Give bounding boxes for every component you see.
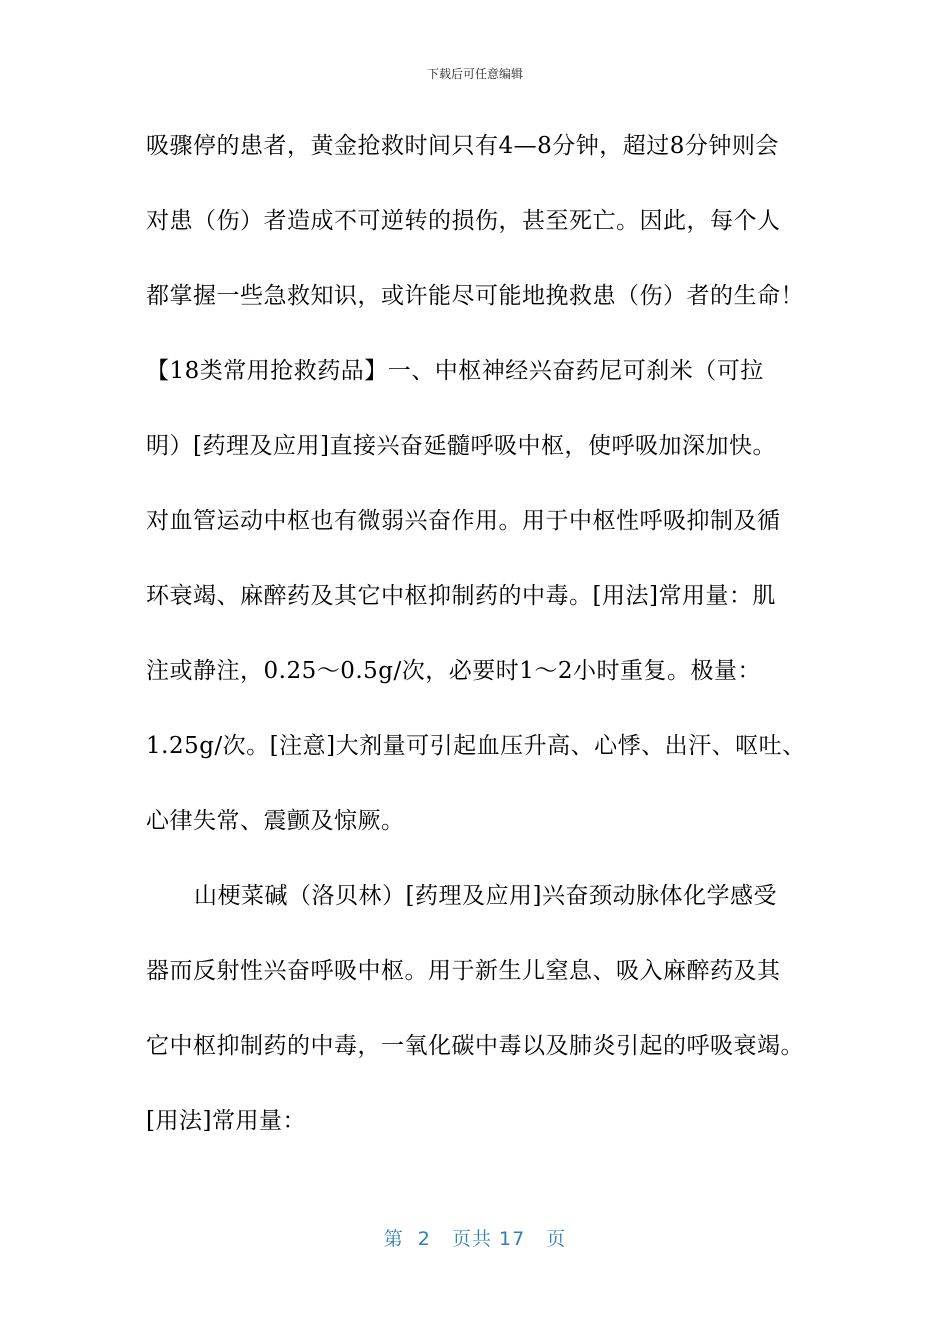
text-line: 吸骤停的患者，黄金抢救时间只有4—8分钟，超过8分钟则会 — [146, 133, 779, 159]
page-number-footer: 第 2 页共 17 页 — [383, 1228, 567, 1250]
text-line-indented: 山梗菜碱（洛贝林）[药理及应用]兴奋颈动脉体化学感受 — [194, 883, 777, 909]
document-body — [146, 126, 826, 1176]
page-header-note: 下载后可任意编辑 — [426, 67, 523, 81]
text-line: 它中枢抑制药的中毒，一氧化碳中毒以及肺炎引起的呼吸衰竭。 — [146, 1033, 804, 1059]
text-line: 【18类常用抢救药品】一、中枢神经兴奋药尼可刹米（可拉 — [146, 358, 764, 384]
text-line: 对血管运动中枢也有微弱兴奋作用。用于中枢性呼吸抑制及循 — [146, 508, 781, 534]
text-line: 1.25g/次。[注意]大剂量可引起血压升高、心悸、出汗、呕吐、 — [146, 733, 806, 759]
text-line: 心律失常、震颤及惊厥。 — [146, 808, 405, 834]
text-line: 环衰竭、麻醉药及其它中枢抑制药的中毒。[用法]常用量：肌 — [146, 583, 776, 609]
text-line: 注或静注，0.25～0.5g/次，必要时1～2小时重复。极量： — [146, 658, 762, 684]
text-line: 都掌握一些急救知识，或许能尽可能地挽救患（伤）者的生命！ — [146, 283, 804, 309]
text-line: 器而反射性兴奋呼吸中枢。用于新生儿窒息、吸入麻醉药及其 — [146, 958, 781, 984]
text-line: [用法]常用量： — [146, 1108, 306, 1134]
text-line: 明）[药理及应用]直接兴奋延髓呼吸中枢，使呼吸加深加快。 — [146, 433, 776, 459]
text-line: 对患（伤）者造成不可逆转的损伤，甚至死亡。因此，每个人 — [146, 208, 781, 234]
